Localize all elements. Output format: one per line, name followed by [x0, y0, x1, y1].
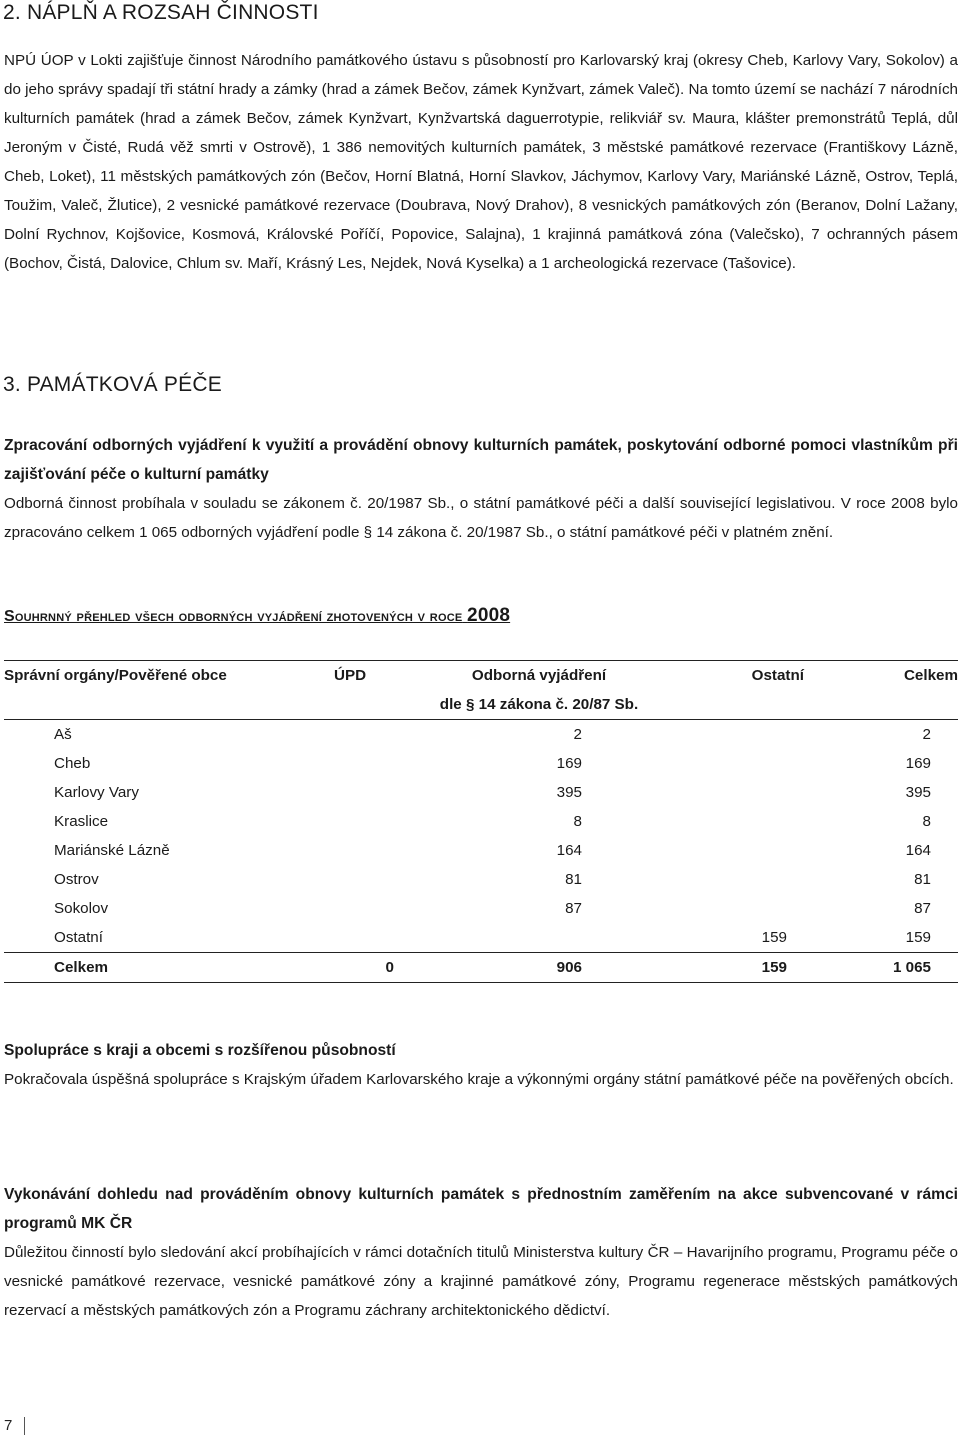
footer-divider	[24, 1417, 25, 1435]
header-celkem: Celkem	[804, 661, 958, 691]
cell-ost	[684, 720, 804, 750]
table-row	[4, 749, 958, 778]
cell-ost	[684, 894, 804, 923]
cell-ost	[684, 749, 804, 778]
header-name: Správní orgány/Pověřené obce	[4, 661, 334, 691]
page-number: 7	[4, 1417, 13, 1434]
subsection-odborna-vyjadreni-title: Zpracování odborných vyjádření k využití a provádění obnovy kulturních památek, poskytování odborné pomoci vlastníkům při zajišťování péče o kulturní památky	[4, 437, 958, 483]
header-odborna-vyjadreni: Odborná vyjádření	[394, 661, 684, 691]
cell-upd	[334, 923, 394, 953]
cell-name: Karlovy Vary	[54, 784, 139, 801]
subsection-spoluprace-text: Pokračovala úspěšná spolupráce s Krajským úřadem Karlovarského kraje a výkonnými orgány státní památkové péče na pověřených obcích.	[4, 1071, 954, 1088]
cell-name: Ostatní	[54, 929, 103, 946]
cell-odb: 81	[565, 871, 582, 888]
cell-cel: 81	[914, 871, 931, 888]
cell-name: Kraslice	[54, 813, 109, 830]
cell-cel: 8	[922, 813, 931, 830]
cell-name: Ostrov	[54, 871, 99, 888]
total-name: Celkem	[4, 953, 334, 983]
total-upd: 0	[334, 953, 394, 983]
header-odborna-vyjadreni-line2: dle § 14 zákona č. 20/87 Sb.	[394, 690, 684, 720]
table-row	[4, 865, 958, 894]
cell-name: Mariánské Lázně	[54, 842, 170, 859]
table-row	[4, 836, 958, 865]
header-celkem-blank	[804, 690, 958, 720]
cell-upd	[334, 749, 394, 778]
cell-ost	[684, 836, 804, 865]
table-row	[4, 720, 958, 750]
subsection-dohled-text: Důležitou činností bylo sledování akcí probíhajících v rámci dotačních titulů Ministerstva kultury ČR – Havarijního programu, Programu péče o vesnické památkové rezervace, vesnické památkové zóny a krajinné památkové zóny, Programu regenerace městských památkových rezervací a městských památkových zón a Programu záchrany architektonického dědictví.	[4, 1244, 958, 1319]
cell-name: Cheb	[54, 755, 91, 772]
subsection-dohled-title: Vykonávání dohledu nad prováděním obnovy kulturních památek s přednostním zaměřením na akce subvencované v rámci programů MK ČR	[4, 1186, 958, 1232]
header-name-blank	[4, 690, 334, 720]
summary-table	[4, 660, 958, 983]
section-2-paragraph: NPÚ ÚOP v Lokti zajišťuje činnost Národního památkového ústavu s působností pro Karlovarský kraj (okresy Cheb, Karlovy Vary, Sokolov) a do jeho správy spadají tři státní hrady a zámky (hrad a zámek Bečov, zámek Kynžvart, zámek Valeč). Na tomto území se nachází 7 národních kulturních památek (hrad a zámek Bečov, zámek Kynžvart, Kynžvartská daguerrotypie, relikviář sv. Maura, klášter premonstrátů Teplá, důl Jeroným v Čisté, Rudá věž smrti v Ostrově), 1 386 nemovitých kulturních památek, 3 městské památkové rezervace (Františkovy Lázně, Cheb, Loket), 11 městských památkových zón (Bečov, Horní Blatná, Horní Slavkov, Jáchymov, Karlovy Vary, Mariánské Lázně, Ostrov, Teplá, Toužim, Valeč, Žlutice), 2 vesnické památkové rezervace (Doubrava, Nový Drahov), 8 vesnických památkových zón (Beranov, Dolní Lažany, Dolní Rychnov, Kojšovice, Kosmová, Královské Poříčí, Popovice, Salajna), 1 krajinná památková zóna (Valečsko), 7 ochranných pásem (Bochov, Čistá, Dalovice, Chlum sv. Maří, Krásný Les, Nejdek, Nová Kyselka) a 1 archeologická rezervace (Tašovice).	[4, 52, 958, 272]
cell-ost	[684, 778, 804, 807]
header-ostatni: Ostatní	[684, 661, 804, 691]
table-header-row	[4, 661, 958, 691]
table-title-text: Souhrnný přehled všech odborných vyjádření zhotovených v roce	[4, 608, 463, 625]
cell-cel: 164	[905, 842, 931, 859]
header-ostatni-blank	[684, 690, 804, 720]
cell-name: Aš	[54, 726, 72, 743]
cell-upd	[334, 720, 394, 750]
cell-odb	[394, 923, 684, 953]
cell-cel: 87	[914, 900, 931, 917]
cell-cel: 159	[905, 929, 931, 946]
total-ost: 159	[684, 953, 804, 983]
table-row	[4, 894, 958, 923]
cell-odb: 2	[573, 726, 582, 743]
cell-upd	[334, 894, 394, 923]
total-odb: 906	[394, 953, 684, 983]
cell-ost	[684, 865, 804, 894]
header-upd: ÚPD	[334, 661, 394, 691]
page-footer	[4, 1412, 25, 1440]
table-row	[4, 778, 958, 807]
table-header-row-2	[4, 690, 958, 720]
cell-upd	[334, 778, 394, 807]
table-row	[4, 807, 958, 836]
table-title-year: 2008	[467, 605, 511, 626]
cell-odb: 395	[556, 784, 582, 801]
total-cel: 1 065	[804, 953, 958, 983]
cell-odb: 164	[556, 842, 582, 859]
header-upd-blank	[334, 690, 394, 720]
cell-cel: 395	[905, 784, 931, 801]
cell-cel: 169	[905, 755, 931, 772]
cell-odb: 169	[556, 755, 582, 772]
subsection-spoluprace-title: Spolupráce s kraji a obcemi s rozšířenou působností	[4, 1042, 396, 1059]
cell-cel: 2	[922, 726, 931, 743]
cell-odb: 87	[565, 900, 582, 917]
cell-name: Sokolov	[54, 900, 109, 917]
cell-upd	[334, 836, 394, 865]
cell-ost: 159	[761, 929, 787, 946]
cell-odb: 8	[573, 813, 582, 830]
cell-upd	[334, 865, 394, 894]
subsection-odborna-vyjadreni-text: Odborná činnost probíhala v souladu se zákonem č. 20/1987 Sb., o státní památkové péči a další související legislativou. V roce 2008 bylo zpracováno celkem 1 065 odborných vyjádření podle § 14 zákona č. 20/1987 Sb., o státní památkové péči v platném znění.	[4, 495, 958, 541]
table-total-row	[4, 953, 958, 983]
cell-ost	[684, 807, 804, 836]
table-title	[4, 603, 510, 630]
section-2-heading: 2. NÁPLŇ A ROZSAH ČINNOSTI	[3, 1, 319, 24]
cell-upd	[334, 807, 394, 836]
section-3-heading: 3. PAMÁTKOVÁ PÉČE	[3, 373, 222, 396]
table-row	[4, 923, 958, 953]
